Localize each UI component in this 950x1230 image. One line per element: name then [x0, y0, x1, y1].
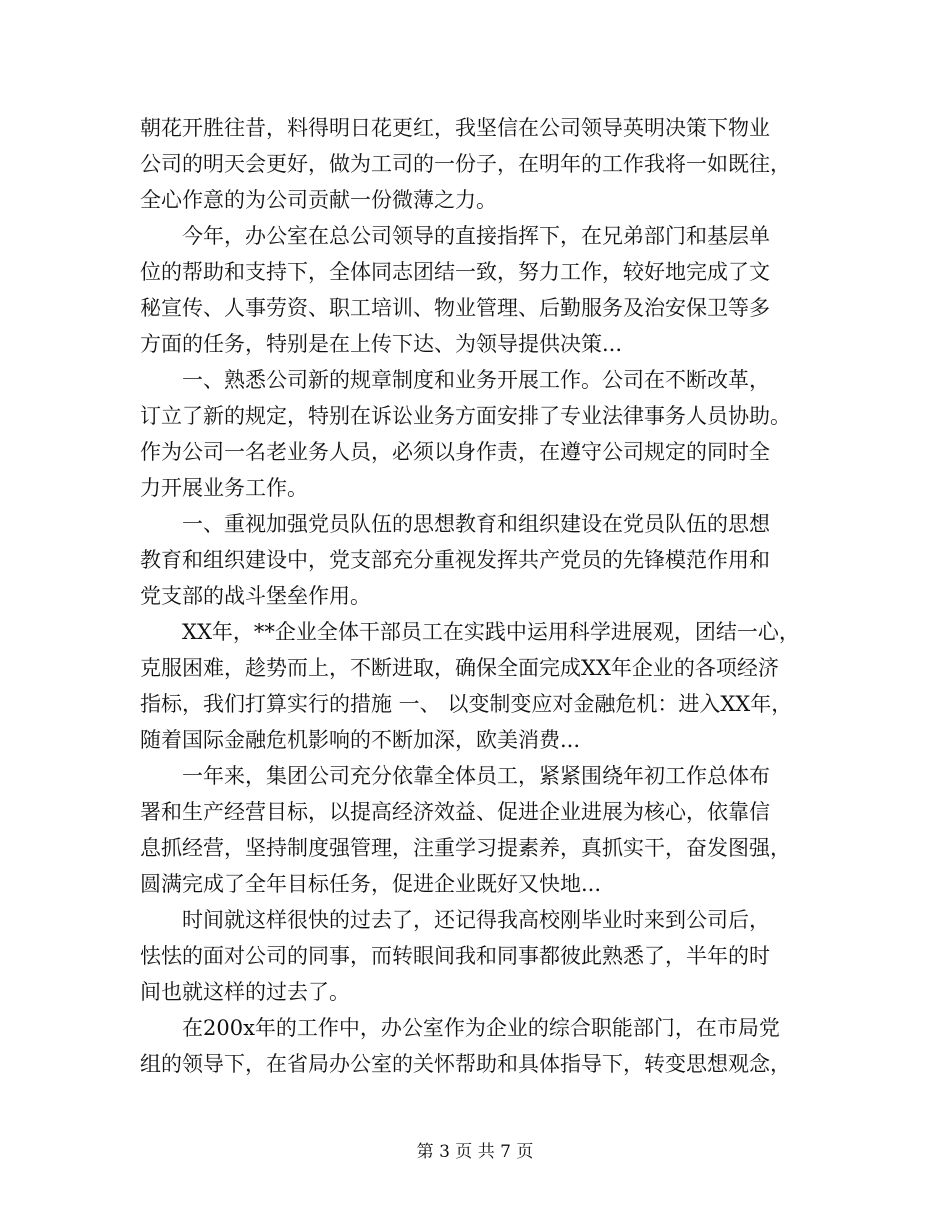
text-line: 力开展业务工作。: [140, 476, 308, 500]
paragraph-6: [140, 758, 820, 902]
text-line: 公司的明天会更好，做为工司的一份子，在明年的工作我将一如既往，: [140, 152, 791, 176]
text-line: 全心作意的为公司贡献一份微薄之力。: [140, 188, 497, 212]
paragraph-5: [140, 614, 820, 758]
text-line: 署和生产经营目标，以提高经济效益、促进企业进展为核心，依靠信: [140, 800, 770, 824]
text-line: 圆满完成了全年目标任务，促进企业既好又快地...: [140, 872, 602, 896]
paragraph-4: [140, 506, 820, 614]
document-body: [140, 110, 820, 1082]
page-number-footer: 第 3 页 共 7 页: [416, 1142, 534, 1162]
paragraph-8: [140, 1010, 820, 1082]
text-line: 克服困难，趁势而上，不断进取，确保全面完成XX年企业的各项经济: [140, 656, 779, 680]
text-line: XX年，**企业全体干部员工在实践中运用科学进展观，团结一心，: [140, 620, 800, 644]
text-line: 指标，我们打算实行的措施 一、 以变制变应对金融危机：进入XX年，: [140, 692, 793, 716]
text-line: 一、重视加强党员队伍的思想教育和组织建设在党员队伍的思想: [140, 512, 770, 536]
paragraph-3: [140, 362, 820, 506]
paragraph-2: [140, 218, 820, 362]
text-line: 组的领导下，在省局办公室的关怀帮助和具体指导下，转变思想观念，: [140, 1052, 791, 1076]
text-line: 订立了新的规定，特别在诉讼业务方面安排了专业法律事务人员协助。: [140, 404, 791, 428]
text-line: 作为公司一名老业务人员，必须以身作责，在遵守公司规定的同时全: [140, 440, 770, 464]
text-line: 党支部的战斗堡垒作用。: [140, 584, 371, 608]
text-line: 时间就这样很快的过去了，还记得我高校刚毕业时来到公司后，: [140, 908, 770, 932]
text-line: 间也就这样的过去了。: [140, 980, 350, 1004]
text-line: 怯怯的面对公司的同事，而转眼间我和同事都彼此熟悉了，半年的时: [140, 944, 770, 968]
text-line: 息抓经营，坚持制度强管理，注重学习提素养，真抓实干，奋发图强，: [140, 836, 791, 860]
text-line: 位的帮助和支持下，全体同志团结一致，努力工作，较好地完成了文: [140, 260, 770, 284]
text-line: 朝花开胜往昔，料得明日花更红，我坚信在公司领导英明决策下物业: [140, 116, 770, 140]
text-line: 一年来，集团公司充分依靠全体员工，紧紧围绕年初工作总体布: [140, 764, 770, 788]
paragraph-1: [140, 110, 820, 218]
text-line: 一、熟悉公司新的规章制度和业务开展工作。公司在不断改革，: [140, 368, 770, 392]
text-line: 在200x年的工作中，办公室作为企业的综合职能部门，在市局党: [140, 1016, 780, 1040]
text-line: 今年，办公室在总公司领导的直接指挥下，在兄弟部门和基层单: [140, 224, 770, 248]
text-line: 秘宣传、人事劳资、职工培训、物业管理、后勤服务及治安保卫等多: [140, 296, 770, 320]
text-line: 教育和组织建设中，党支部充分重视发挥共产党员的先锋模范作用和: [140, 548, 770, 572]
text-line: 方面的任务，特别是在上传下达、为领导提供决策...: [140, 332, 623, 356]
paragraph-7: [140, 902, 820, 1010]
text-line: 随着国际金融危机影响的不断加深，欧美消费...: [140, 728, 581, 752]
